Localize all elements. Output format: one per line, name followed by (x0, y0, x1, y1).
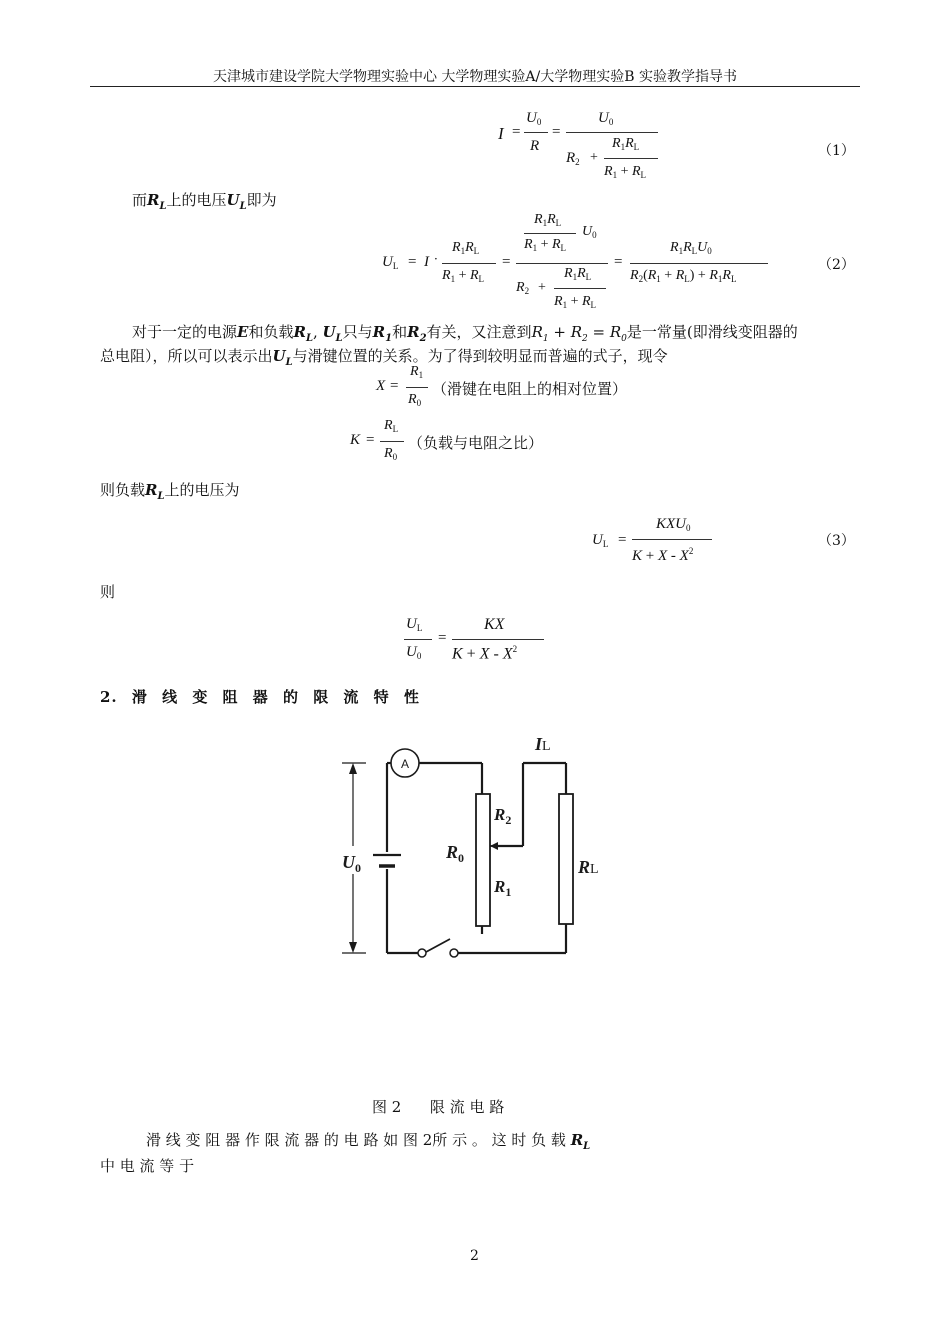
section-heading-2: 2. 滑 线 变 阻 器 的 限 流 特 性 (100, 688, 420, 706)
text-fragment: 是一常量(即滑线变阻器的 (626, 323, 798, 341)
page-number: 2 (470, 1248, 479, 1264)
text-fragment: 上的电压 (166, 191, 227, 209)
equation-ratio: $U_L$ $U_0$ = KX $K + X - X^2$ (404, 614, 554, 670)
switch-left-terminal (418, 949, 426, 957)
equation-1: I = $U_0$ R = $U_0$ $R_2$ + $R_1R_L$ $R_1 + R_L$ (490, 108, 690, 198)
text-fragment: 而 (132, 191, 148, 209)
text-fragment: 则负载 (100, 481, 146, 499)
label-il: IL (535, 734, 551, 754)
circuit-figure-main (330, 728, 620, 968)
switch-right-terminal (450, 949, 458, 957)
u0-arrow-down (349, 942, 357, 953)
rheostat-r0 (476, 794, 490, 926)
text-fragment: 滑 线 变 阻 器 作 限 流 器 的 电 路 如 图 2所 示 。 这 时 负 载 (146, 1131, 566, 1149)
definition-x: X = $R_1$ $R_0$ （滑键在电阻上的相对位置） (376, 364, 628, 408)
x-note: （滑键在电阻上的相对位置） (432, 380, 628, 398)
label-r1: $R_1$ (494, 877, 512, 899)
switch-blade (426, 939, 450, 952)
paragraph-then: 则 (100, 583, 116, 601)
equation-3: $U_L$ = $KXU_0$ $K + X - X^2$ (592, 514, 732, 570)
paragraph-load-voltage: 则负载$R_L$上的电压为 (100, 481, 240, 502)
k-note: （负载与电阻之比） (408, 434, 544, 452)
text-fragment: 与滑键位置的关系。为了得到较明显而普遍的式子，现令 (292, 347, 668, 365)
text-fragment: 只与 (342, 323, 373, 341)
load-resistor (559, 794, 573, 924)
paragraph-limiter-line2: 中 电 流 等 于 (100, 1157, 195, 1175)
label-u0: $U_0$ (342, 852, 361, 875)
header-rule (90, 86, 860, 87)
paragraph-ul-intro: 而$R_L$上的电压$U_L$即为 (132, 191, 277, 212)
text-fragment: 对于一定的电源 (132, 323, 238, 341)
label-r0: $R_0$ (446, 842, 465, 865)
text-fragment: 有关，又注意到 (426, 323, 532, 341)
equation-2-number: （2） (818, 257, 855, 273)
text-fragment: 和负载 (248, 323, 294, 341)
label-r2: $R_2$ (494, 805, 512, 827)
equation-2: $U_L$ = I · $R_1R_L$ $R_1 + R_L$ = $R_1R_L$ $R_1 + R_L$ $U_0$ $R_2$ + $R_1R_L$ $R_1 + R_L$ = $R_1R_LU_0$ $R_2(R_1 + R_L) + R_1R_L$ (378, 210, 778, 320)
slider-arrow-head (490, 842, 498, 850)
page-header: 天津城市建设学院大学物理实验中心 大学物理实验A/大学物理实验B 实验教学指导书 (212, 69, 737, 85)
u0-arrow-up (349, 763, 357, 774)
paragraph-limiter: 滑 线 变 阻 器 作 限 流 器 的 电 路 如 图 2所 示 。 这 时 负 载 $R_L$ (146, 1131, 591, 1152)
definition-k: K = $R_L$ $R_0$ （负载与电阻之比） (350, 418, 544, 462)
text-fragment: 即为 (246, 191, 277, 209)
paragraph-constant-note: 对于一定的电源E和负载$R_L$, $U_L$只与$R_1$和$R_2$有关，又注意到$R_1 + R_2 = R_0$是一常量(即滑线变阻器的 (132, 323, 798, 344)
paragraph-constant-note-line2: 总电阻），所以可以表示出$U_L$与滑键位置的关系。为了得到较明显而普遍的式子，现令 (100, 347, 668, 368)
text-fragment: 和 (392, 323, 408, 341)
label-rl: RL (578, 857, 599, 877)
equation-3-number: （3） (818, 533, 855, 549)
figure-caption: 图 2 限 流 电 路 (372, 1098, 505, 1116)
text-fragment: 总电阻），所以可以表示出 (100, 347, 273, 365)
text-fragment: 上的电压为 (164, 481, 240, 499)
equation-1-number: （1） (818, 143, 855, 159)
ammeter-label: A (400, 757, 410, 771)
